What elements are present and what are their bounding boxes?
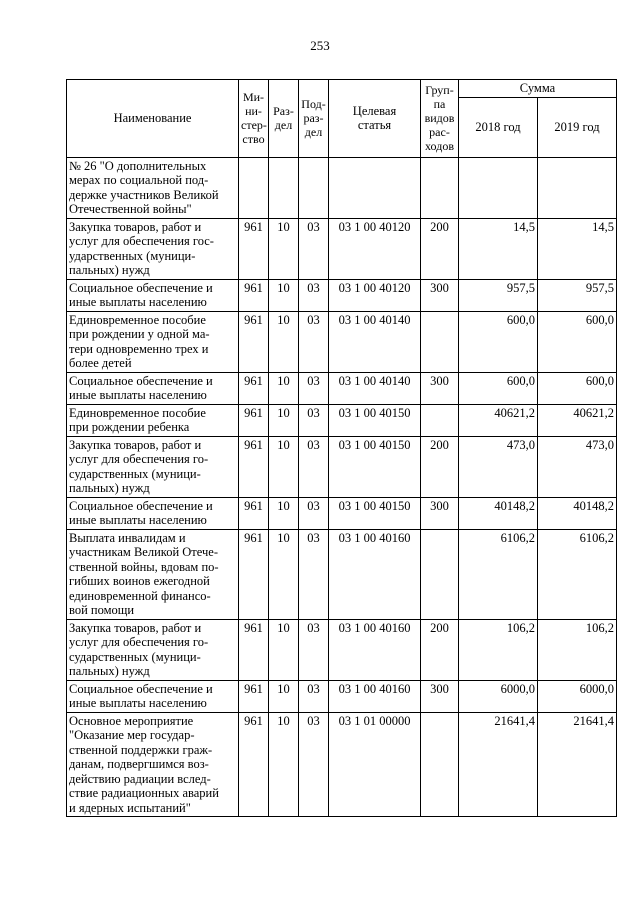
cell-target: 03 1 00 40160 xyxy=(329,529,421,619)
cell-2019: 600,0 xyxy=(538,372,617,404)
cell-2018 xyxy=(459,157,538,218)
cell-group: 200 xyxy=(421,218,459,279)
cell-ministry: 961 xyxy=(239,436,269,497)
cell-section: 10 xyxy=(269,619,299,680)
cell-target: 03 1 00 40160 xyxy=(329,619,421,680)
cell-name: Единовременное пособие при рождении ребенка xyxy=(67,404,239,436)
cell-name: № 26 "О дополнительных мерах по социальной под- держке участников Великой Отечественной войны" xyxy=(67,157,239,218)
cell-section: 10 xyxy=(269,680,299,712)
header-ministry: Ми- ни- стер- ство xyxy=(239,80,269,158)
cell-subsection: 03 xyxy=(299,372,329,404)
table-row xyxy=(67,279,617,311)
header-name: Наименование xyxy=(67,80,239,158)
cell-target: 03 1 00 40140 xyxy=(329,311,421,372)
cell-2018: 21641,4 xyxy=(459,712,538,817)
cell-subsection: 03 xyxy=(299,680,329,712)
cell-target: 03 1 00 40120 xyxy=(329,218,421,279)
cell-subsection: 03 xyxy=(299,279,329,311)
table-row xyxy=(67,404,617,436)
cell-2018: 600,0 xyxy=(459,311,538,372)
cell-name: Социальное обеспечение и иные выплаты населению xyxy=(67,497,239,529)
cell-target: 03 1 00 40150 xyxy=(329,497,421,529)
cell-ministry xyxy=(239,157,269,218)
cell-section: 10 xyxy=(269,712,299,817)
cell-2018: 6000,0 xyxy=(459,680,538,712)
cell-ministry: 961 xyxy=(239,218,269,279)
cell-2019: 600,0 xyxy=(538,311,617,372)
cell-subsection: 03 xyxy=(299,218,329,279)
cell-2018: 6106,2 xyxy=(459,529,538,619)
cell-subsection: 03 xyxy=(299,311,329,372)
cell-section xyxy=(269,157,299,218)
cell-2018: 600,0 xyxy=(459,372,538,404)
cell-group: 300 xyxy=(421,497,459,529)
table-row xyxy=(67,497,617,529)
cell-ministry: 961 xyxy=(239,279,269,311)
cell-target: 03 1 00 40120 xyxy=(329,279,421,311)
cell-2019: 14,5 xyxy=(538,218,617,279)
cell-group: 300 xyxy=(421,372,459,404)
header-section: Раз- дел xyxy=(269,80,299,158)
cell-group xyxy=(421,404,459,436)
cell-name: Закупка товаров, работ и услуг для обеспечения гос- ударственных (муници- пальных) нужд xyxy=(67,218,239,279)
cell-2018: 957,5 xyxy=(459,279,538,311)
cell-2018: 40621,2 xyxy=(459,404,538,436)
cell-group: 300 xyxy=(421,279,459,311)
cell-ministry: 961 xyxy=(239,404,269,436)
cell-name: Закупка товаров, работ и услуг для обеспечения го- сударственных (муници- пальных) нужд xyxy=(67,436,239,497)
cell-section: 10 xyxy=(269,529,299,619)
cell-group: 200 xyxy=(421,436,459,497)
cell-target: 03 1 00 40150 xyxy=(329,404,421,436)
cell-group: 300 xyxy=(421,680,459,712)
cell-target: 03 1 00 40150 xyxy=(329,436,421,497)
cell-section: 10 xyxy=(269,497,299,529)
table-row xyxy=(67,436,617,497)
cell-subsection: 03 xyxy=(299,529,329,619)
header-group: Груп- па видов рас- ходов xyxy=(421,80,459,158)
cell-group xyxy=(421,712,459,817)
table-row xyxy=(67,619,617,680)
cell-ministry: 961 xyxy=(239,497,269,529)
cell-2019: 6106,2 xyxy=(538,529,617,619)
cell-group: 200 xyxy=(421,619,459,680)
cell-subsection: 03 xyxy=(299,404,329,436)
table-body xyxy=(67,157,617,817)
cell-2019: 6000,0 xyxy=(538,680,617,712)
cell-section: 10 xyxy=(269,436,299,497)
cell-section: 10 xyxy=(269,279,299,311)
cell-name: Социальное обеспечение и иные выплаты населению xyxy=(67,372,239,404)
cell-section: 10 xyxy=(269,372,299,404)
cell-target: 03 1 00 40140 xyxy=(329,372,421,404)
header-subsection: Под- раз- дел xyxy=(299,80,329,158)
page-number: 253 xyxy=(310,38,330,53)
cell-ministry: 961 xyxy=(239,311,269,372)
cell-name: Социальное обеспечение и иные выплаты населению xyxy=(67,279,239,311)
cell-group xyxy=(421,529,459,619)
header-target: Целевая статья xyxy=(329,80,421,158)
table-row xyxy=(67,372,617,404)
cell-2018: 473,0 xyxy=(459,436,538,497)
cell-target xyxy=(329,157,421,218)
table-row xyxy=(67,529,617,619)
cell-target: 03 1 01 00000 xyxy=(329,712,421,817)
table-row xyxy=(67,157,617,218)
cell-ministry: 961 xyxy=(239,372,269,404)
cell-name: Закупка товаров, работ и услуг для обеспечения го- сударственных (муници- пальных) нужд xyxy=(67,619,239,680)
cell-2019: 106,2 xyxy=(538,619,617,680)
cell-2018: 14,5 xyxy=(459,218,538,279)
cell-2019: 21641,4 xyxy=(538,712,617,817)
cell-ministry: 961 xyxy=(239,712,269,817)
cell-ministry: 961 xyxy=(239,529,269,619)
cell-section: 10 xyxy=(269,311,299,372)
header-year-2019: 2019 год xyxy=(538,97,617,157)
cell-name: Единовременное пособие при рождении у одной ма- тери одновременно трех и более детей xyxy=(67,311,239,372)
cell-name: Социальное обеспечение и иные выплаты населению xyxy=(67,680,239,712)
cell-name: Основное мероприятие "Оказание мер государ- ственной поддержки граж- данам, подвергшимся воз- действию радиации вслед- ствие радиационных аварий и ядерных испытаний" xyxy=(67,712,239,817)
cell-2019: 40621,2 xyxy=(538,404,617,436)
cell-subsection: 03 xyxy=(299,619,329,680)
cell-ministry: 961 xyxy=(239,619,269,680)
header-year-2018: 2018 год xyxy=(459,97,538,157)
cell-2019: 473,0 xyxy=(538,436,617,497)
cell-target: 03 1 00 40160 xyxy=(329,680,421,712)
table-row xyxy=(67,311,617,372)
cell-section: 10 xyxy=(269,218,299,279)
table-row xyxy=(67,680,617,712)
cell-subsection: 03 xyxy=(299,497,329,529)
cell-subsection: 03 xyxy=(299,712,329,817)
cell-ministry: 961 xyxy=(239,680,269,712)
cell-subsection: 03 xyxy=(299,436,329,497)
table-row xyxy=(67,218,617,279)
header-sum: Сумма xyxy=(459,80,617,98)
cell-name: Выплата инвалидам и участникам Великой Отече- ственной войны, вдовам по- гибших воинов ежегодной единовременной финансо- вой помощи xyxy=(67,529,239,619)
cell-2018: 106,2 xyxy=(459,619,538,680)
cell-2019 xyxy=(538,157,617,218)
cell-group xyxy=(421,157,459,218)
cell-section: 10 xyxy=(269,404,299,436)
cell-subsection xyxy=(299,157,329,218)
table-row xyxy=(67,712,617,817)
budget-table xyxy=(66,79,617,817)
cell-group xyxy=(421,311,459,372)
cell-2019: 957,5 xyxy=(538,279,617,311)
cell-2019: 40148,2 xyxy=(538,497,617,529)
cell-2018: 40148,2 xyxy=(459,497,538,529)
